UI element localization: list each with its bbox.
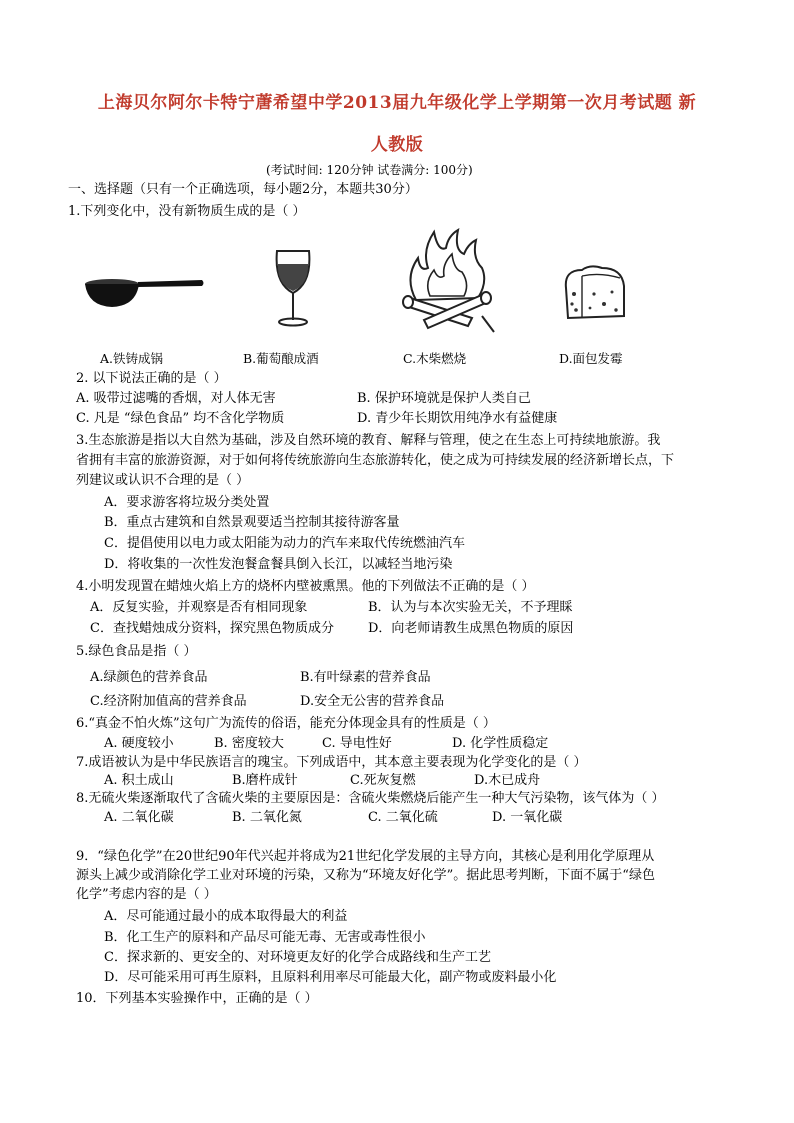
burning-wood-icon: [398, 228, 498, 338]
question-3-option-d: D．将收集的一次性发泡餐盒餐具倒入长江，以减轻当地污染: [104, 557, 453, 572]
question-9-option-d: D．尽可能采用可再生原料，且原料利用率尽可能最大化，副产物或废料最小化: [104, 970, 557, 985]
question-2-stem: 2. 以下说法正确的是（ ）: [76, 371, 227, 386]
question-4-option-c: C．查找蜡烛成分资料，探究黑色物质成分: [90, 621, 334, 636]
question-7-option-d: D.木已成舟: [474, 773, 541, 788]
document-title-line2: 人教版: [370, 135, 424, 155]
question-9-line3: 化学”考虑内容的是（ ）: [76, 887, 217, 902]
question-7-option-a: A. 积土成山: [104, 773, 174, 788]
question-4-stem: 4.小明发现置在蜡烛火焰上方的烧杯内壁被熏黑。他的下列做法不正确的是（ ）: [76, 579, 535, 594]
wine-glass-icon: [272, 248, 314, 328]
question-6-option-b: B. 密度较大: [214, 736, 284, 751]
question-2-option-a: A. 吸带过滤嘴的香烟，对人体无害: [76, 391, 276, 406]
question-3-option-a: A．要求游客将垃圾分类处置: [104, 495, 270, 510]
question-6-option-a: A. 硬度较小: [104, 736, 174, 751]
question-3-line2: 省拥有丰富的旅游资源，对于如何将传统旅游向生态旅游转化，使之成为可持续发展的经济新增长点，下: [76, 453, 675, 468]
question-2-option-c: C. 凡是 “绿色食品” 均不含化学物质: [76, 411, 285, 426]
question-1-option-b: B.葡萄酿成酒: [243, 351, 319, 366]
question-5-option-a: A.绿颜色的营养食品: [90, 670, 208, 685]
question-8-option-b: B. 二氧化氮: [232, 810, 302, 825]
question-7-option-c: C.死灰复燃: [350, 773, 416, 788]
question-8-option-a: A. 二氧化碳: [104, 810, 174, 825]
question-2-option-d: D. 青少年长期饮用纯净水有益健康: [357, 411, 558, 426]
question-1-stem: 1.下列变化中，没有新物质生成的是（ ）: [68, 204, 306, 219]
question-5-option-b: B.有叶绿素的营养食品: [300, 670, 431, 685]
question-6-stem: 6.“真金不怕火炼”这句广为流传的俗语，能充分体现金具有的性质是（ ）: [76, 716, 496, 731]
question-6-option-d: D. 化学性质稳定: [452, 736, 549, 751]
question-4-option-a: A．反复实验，并观察是否有相同现象: [90, 600, 308, 615]
question-9-option-a: A．尽可能通过最小的成本取得最大的利益: [104, 909, 348, 924]
question-1-option-d: D.面包发霉: [559, 351, 623, 366]
section-heading: 一、选择题（只有一个正确选项，每小题2分，本题共30分）: [68, 182, 418, 197]
frying-pan-icon: [82, 270, 206, 314]
question-9-line2: 源头上减少或消除化学工业对环境的污染，又称为“环境友好化学”。据此思考判断，下面不属于“绿色: [76, 868, 655, 883]
question-5-stem: 5.绿色食品是指（ ）: [76, 644, 197, 659]
question-8-option-c: C. 二氧化硫: [368, 810, 438, 825]
question-8-stem: 8.无硫火柴逐渐取代了含硫火柴的主要原因是：含硫火柴燃烧后能产生一种大气污染物，该气体为（ ）: [76, 791, 665, 806]
question-4-option-d: D．向老师请教生成黑色物质的原因: [368, 621, 574, 636]
question-7-stem: 7.成语被认为是中华民族语言的瑰宝。下列成语中，其本意主要表现为化学变化的是（ ）: [76, 755, 587, 770]
question-3-line3: 列建议或认识不合理的是（ ）: [76, 473, 250, 488]
question-8-option-d: D. 一氧化碳: [492, 810, 563, 825]
question-5-option-c: C.经济附加值高的营养食品: [90, 694, 247, 709]
question-9-option-c: C．探求新的、更安全的、对环境更友好的化学合成路线和生产工艺: [104, 950, 491, 965]
moldy-bread-icon: [560, 264, 630, 324]
document-title-line1: 上海贝尔阿尔卡特宁蓎希望中学2013届九年级化学上学期第一次月考试题 新: [97, 93, 697, 113]
question-3-option-c: C．提倡使用以电力或太阳能为动力的汽车来取代传统燃油汽车: [104, 536, 465, 551]
question-3-option-b: B．重点古建筑和自然景观要适当控制其接待游客量: [104, 515, 400, 530]
question-7-option-b: B.磨杵成针: [232, 773, 298, 788]
question-3-line1: 3.生态旅游是指以大自然为基础，涉及自然环境的教育、解释与管理，使之在生态上可持续地旅游。我: [76, 433, 661, 448]
question-4-option-b: B．认为与本次实验无关，不予理睬: [368, 600, 573, 615]
question-1-option-a: A.铁铸成锅: [100, 351, 164, 366]
exam-info: (考试时间: 120分钟 试卷满分: 100分): [266, 163, 473, 177]
question-1-option-c: C.木柴燃烧: [403, 351, 467, 366]
question-9-line1: 9．“绿色化学”在20世纪90年代兴起并将成为21世纪化学发展的主导方向，其核心是利用化学原理从: [76, 849, 655, 864]
question-2-option-b: B. 保护环境就是保护人类自己: [357, 391, 531, 406]
question-10-stem: 10．下列基本实验操作中，正确的是（ ）: [76, 991, 318, 1006]
question-5-option-d: D.安全无公害的营养食品: [300, 694, 445, 709]
question-9-option-b: B．化工生产的原料和产品尽可能无毒、无害或毒性很小: [104, 930, 426, 945]
question-6-option-c: C. 导电性好: [322, 736, 392, 751]
